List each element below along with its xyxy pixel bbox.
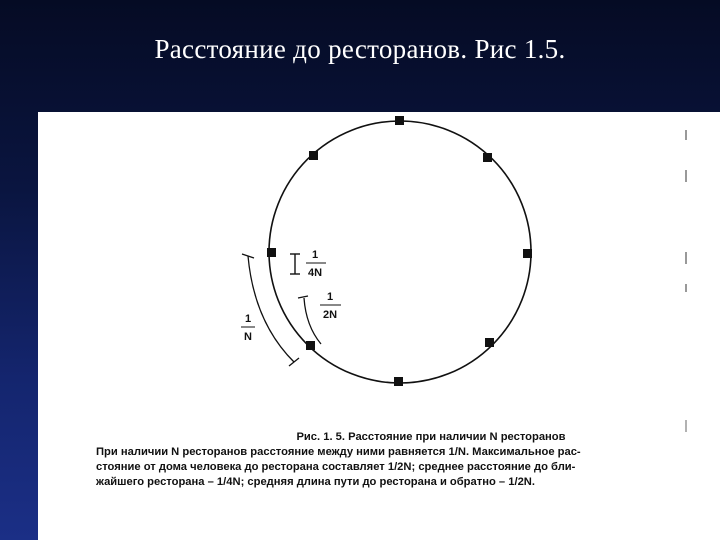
fraction-whole-num: 1	[244, 313, 252, 325]
restaurant-marker	[523, 249, 532, 258]
restaurant-marker	[267, 248, 276, 257]
restaurant-marker	[483, 153, 492, 162]
figure-caption	[96, 430, 706, 490]
restaurant-marker	[394, 377, 403, 386]
restaurant-marker	[395, 116, 404, 125]
slide-title: Расстояние до ресторанов. Рис 1.5.	[154, 34, 566, 64]
caption-line: При наличии N ресторанов расстояние между ними равняется 1/N. Максимальное рас-	[96, 446, 581, 458]
caption-line: жайшего ресторана – 1/4N; средняя длина пути до ресторана и обратно – 1/2N.	[96, 476, 535, 488]
fraction-quarter-den: 4N	[307, 267, 323, 279]
arc-one-over-2n	[304, 298, 321, 344]
restaurant-marker	[485, 338, 494, 347]
restaurant-marker	[306, 341, 315, 350]
caption-title: Рис. 1. 5. Расстояние при наличии N ресторанов	[296, 431, 566, 443]
fraction-half-num: 1	[326, 291, 334, 303]
fraction-half-den: 2N	[322, 309, 338, 321]
fraction-whole-den: N	[244, 331, 252, 343]
fraction-quarter-num: 1	[311, 249, 319, 261]
caption-body	[96, 445, 706, 490]
restaurant-marker	[309, 151, 318, 160]
caption-line: стояние от дома человека до ресторана составляет 1/2N; среднее расстояние до бли-	[96, 461, 576, 473]
scanned-figure	[38, 112, 720, 540]
